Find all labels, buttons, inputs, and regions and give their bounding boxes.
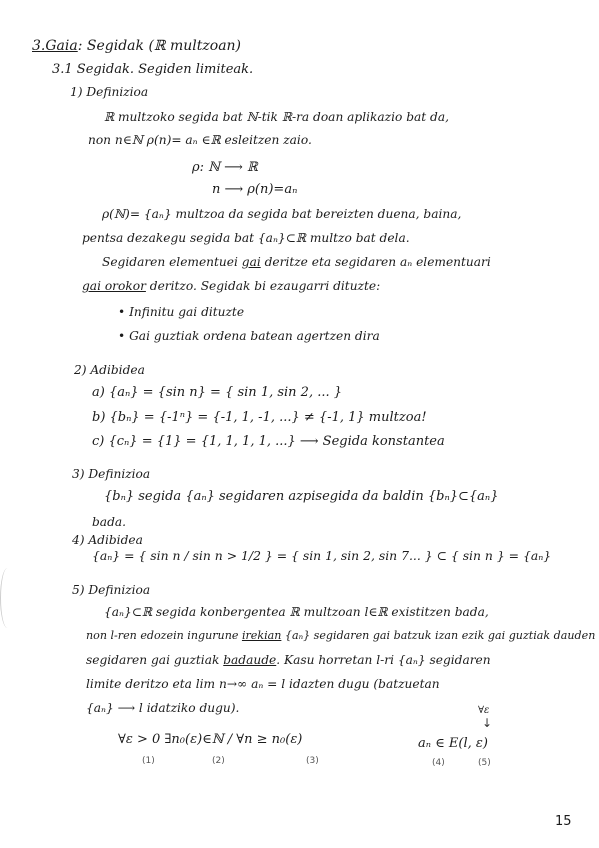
formula-left: ∀ε > 0 ∃n₀(ε)∈ℕ / ∀n ≥ n₀(ε) <box>118 732 303 747</box>
subsection-heading: 3.1 Segidak. Segiden limiteak. <box>52 62 254 77</box>
definition-2-line-2: bada. <box>92 515 127 529</box>
marker-4: (4) <box>432 758 445 768</box>
mapping-line-1: ρ: ℕ ⟶ ℝ <box>192 160 258 175</box>
down-arrow-icon: ↓ <box>482 716 493 730</box>
example-2-heading: 4) Adibidea <box>72 533 143 547</box>
paragraph-1-line-3-pre: Segidaren elementuei <box>102 255 242 269</box>
definition-3-line-4: limite deritzo eta lim n→∞ aₙ = l idazten dugu (batzuetan <box>86 677 440 691</box>
page-number: 15 <box>555 814 572 829</box>
marker-5: (5) <box>478 758 491 768</box>
section-title: 3.Gaia <box>32 38 78 54</box>
term-gai-orokor: gai orokor <box>82 279 146 293</box>
formula-forall-marker: ∀ε <box>478 705 490 716</box>
example-1-c: c) {cₙ} = {1} = {1, 1, 1, 1, ...} ⟶ Segida konstantea <box>92 434 445 449</box>
example-2-line: {aₙ} = { sin n / sin n > 1/2 } = { sin 1, sin 2, sin 7... } ⊂ { sin n } = {aₙ} <box>92 548 552 563</box>
definition-3-line-2-post: {aₙ} segidaren gai batzuk izan ezik gai guztiak dauden <box>281 629 596 642</box>
definition-3-line-3-pre: segidaren gai guztiak <box>86 653 224 667</box>
definition-3-line-2 <box>86 628 595 644</box>
definition-3-heading: 5) Definizioa <box>72 583 151 597</box>
definition-3-line-2-pre: non l-ren edozein ingurune <box>86 629 242 642</box>
definition-3-line-1: {aₙ}⊂ℝ segida konbergentea ℝ multzoan l∈ℝ existitzen bada, <box>104 605 489 619</box>
example-1-heading: 2) Adibidea <box>74 363 145 377</box>
definition-1-line-2: non n∈ℕ ρ(n)= aₙ ∈ℝ esleitzen zaio. <box>88 133 312 147</box>
marker-1: (1) <box>142 756 155 766</box>
paragraph-1-line-4-post: deritzo. Segidak bi ezaugarri dituzte: <box>145 279 381 293</box>
term-irekian: irekian <box>241 629 282 642</box>
section-heading <box>32 38 241 54</box>
margin-stroke <box>0 568 15 628</box>
formula-right: aₙ ∈ E(l, ε) <box>418 736 488 751</box>
definition-3-line-3-post: . Kasu horretan l-ri {aₙ} segidaren <box>276 653 491 667</box>
definition-1-heading: 1) Definizioa <box>70 85 149 99</box>
paragraph-1-line-1: ρ(ℕ)= {aₙ} multzoa da segida bat bereizten duena, baina, <box>102 207 462 221</box>
definition-2-line-1: {bₙ} segida {aₙ} segidaren azpisegida da baldin {bₙ}⊂{aₙ} <box>104 489 499 504</box>
definition-3-line-3 <box>86 652 491 668</box>
paragraph-1-line-3 <box>102 254 491 270</box>
paragraph-1-line-2: pentsa dezakegu segida bat {aₙ}⊂ℝ multzo bat dela. <box>82 231 410 245</box>
bullet-1: • Infinitu gai dituzte <box>118 305 245 319</box>
paragraph-1-line-4 <box>82 278 380 294</box>
marker-3: (3) <box>306 756 319 766</box>
section-topic: : Segidak (ℝ multzoan) <box>77 38 242 54</box>
bullet-2: • Gai guztiak ordena batean agertzen dira <box>118 329 380 343</box>
example-1-b: b) {bₙ} = {-1ⁿ} = {-1, 1, -1, ...} ≠ {-1, 1} multzoa! <box>92 410 427 425</box>
paragraph-1-line-3-post: deritze eta segidaren aₙ elementuari <box>260 255 491 269</box>
definition-3-line-5: {aₙ} ⟶ l idatziko dugu). <box>86 701 240 715</box>
marker-2: (2) <box>212 756 225 766</box>
example-1-a: a) {aₙ} = {sin n} = { sin 1, sin 2, ... } <box>92 385 343 400</box>
mapping-line-2: n ⟶ ρ(n)=aₙ <box>212 182 298 197</box>
term-badaude: badaude <box>223 653 277 667</box>
definition-2-heading: 3) Definizioa <box>72 467 151 481</box>
definition-1-line-1: ℝ multzoko segida bat ℕ-tik ℝ-ra doan aplikazio bat da, <box>104 110 449 124</box>
term-gai: gai <box>241 255 261 269</box>
